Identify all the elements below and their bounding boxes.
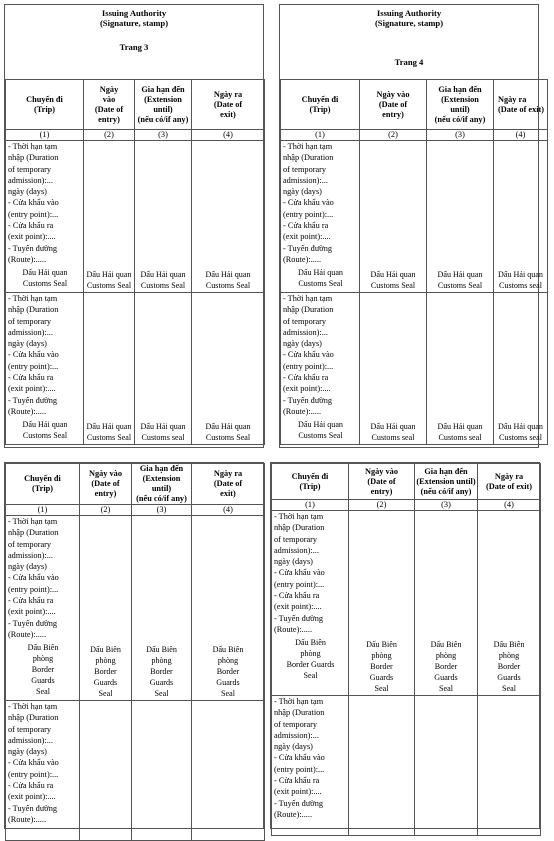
trip-details: - Thời hạn tạm nhập (Duration of temporary admission):... ngày (days) - Cửa khẩu vào (entry point):... - Cửa khẩu ra (exit point):.... - Tuyến đường (Route):..... Dấu Hải quan Customs Seal xyxy=(281,293,360,445)
column-number-row: (1) (2) (3) (4) xyxy=(6,505,265,516)
header-exit-date: Ngày ra (Date of exit) xyxy=(478,464,541,500)
customs-seal: Dấu Hải quan Customs Seal xyxy=(135,141,192,293)
page-4-panel xyxy=(279,4,545,448)
trip-row xyxy=(272,511,541,696)
authority-subtitle: (Signature, stamp) xyxy=(374,18,444,28)
header-extension: Gia hạn đến (Extension until) (nếu có/if any) xyxy=(415,464,478,500)
header-trip: Chuyến đi (Trip) xyxy=(6,80,84,130)
column-number-row: (1) (2) (3) (4) xyxy=(6,130,265,141)
authority-title: Issuing Authority xyxy=(101,8,167,18)
border-guards-seal: Dấu Biên phòng Border Guards Seal xyxy=(415,511,478,696)
header-trip: Chuyến đi (Trip) xyxy=(272,464,349,500)
trip-row xyxy=(6,516,265,701)
customs-seal: Dấu Hải quan Customs Seal xyxy=(427,141,494,293)
issuing-authority-box xyxy=(280,5,538,80)
trip-details: - Thời hạn tạm nhập (Duration of temporary admission):... ngày (days) - Cửa khẩu vào (entry point):... - Cửa khẩu ra (exit point):.... - Tuyến đường (Route):..... Dấu Hải quan Customs Seal xyxy=(6,141,84,293)
customs-seal: Dấu Hải quan Customs seal xyxy=(360,293,427,445)
header-entry-date: Ngày vào (Date of entry) xyxy=(80,464,132,505)
header-entry-date: Ngày vào (Date of entry) xyxy=(349,464,415,500)
customs-seal: Dấu Hải quan Customs Seal xyxy=(360,141,427,293)
header-extension: Gia hạn đến (Extension until) (nếu có/if any) xyxy=(135,80,192,130)
border-guards-seal: Dấu Biên phòng Border Guards Seal xyxy=(478,511,541,696)
page-3-panel xyxy=(4,4,264,448)
trip-details: - Thời hạn tạm nhập (Duration of temporary admission):... ngày (days) - Cửa khẩu vào (entry point):... - Cửa khẩu ra (exit point):.... - Tuyến đường (Route):..... xyxy=(6,701,80,841)
trip-row xyxy=(6,141,265,293)
trip-row xyxy=(281,141,548,293)
header-entry-date: Ngày vào (Date of entry) xyxy=(360,80,427,130)
border-guards-seal: Dấu Biên phòng Border Guards Seal xyxy=(27,643,59,697)
header-exit-date: Ngày ra (Date of exit) xyxy=(494,80,548,130)
trip-row xyxy=(272,696,541,836)
header-exit-date: Ngày ra (Date of exit) xyxy=(192,80,265,130)
border-guards-seal: Dấu Biên phòng Border Guards Seal xyxy=(192,516,265,701)
border-guards-seal: Dấu Biên phòng Border Guards Seal xyxy=(349,511,415,696)
trip-row xyxy=(6,701,265,841)
customs-seal: Dấu Hải quan Customs seal xyxy=(427,293,494,445)
page-number: Trang 3 xyxy=(119,42,149,52)
customs-seal: Dấu Hải quan Customs Seal xyxy=(298,268,343,289)
customs-seal: Dấu Hải quan Customs Seal xyxy=(22,268,68,289)
border-guards-panel-right xyxy=(270,462,540,829)
header-exit-date: Ngày ra (Date of exit) xyxy=(192,464,265,505)
header-entry-date: Ngày vào (Date of entry) xyxy=(84,80,135,130)
trip-row xyxy=(6,293,265,445)
customs-seal: Dấu Hải quan Customs seal xyxy=(494,141,548,293)
header-extension: Gia hạn đến (Extension until) (nếu có/if any) xyxy=(427,80,494,130)
trip-details: - Thời hạn tạm nhập (Duration of temporary admission):... ngày (days) - Cửa khẩu vào (entry point):... - Cửa khẩu ra (exit point):.... - Tuyến đường (Route):..... Dấu Hải quan Customs Seal xyxy=(281,141,360,293)
trip-details: - Thời hạn tạm nhập (Duration of temporary admission):... ngày (days) - Cửa khẩu vào (entry point):... - Cửa khẩu ra (exit point):.... - Tuyến đường (Route):..... Dấu Biên phòng Border Guards Seal xyxy=(6,516,80,701)
trip-details: - Thời hạn tạm nhập (Duration of temporary admission):... ngày (days) - Cửa khẩu vào (entry point):... - Cửa khẩu ra (exit point):.... - Tuyến đường (Route):..... Dấu Hải quan Customs Seal xyxy=(6,293,84,445)
customs-seal: Dấu Hải quan Customs Seal xyxy=(22,420,68,441)
border-guards-seal: Dấu Biên phòng Border Guards Seal xyxy=(132,516,192,701)
page-number: Trang 4 xyxy=(394,57,424,67)
trip-details: - Thời hạn tạm nhập (Duration of temporary admission):... ngày (days) - Cửa khẩu vào (entry point):... - Cửa khẩu ra (exit point):.... - Tuyến đường (Route):..... Dấu Biên phòng Border Guards Seal xyxy=(272,511,349,696)
column-number-row: (1) (2) (3) (4) xyxy=(272,500,541,511)
trip-details: - Thời hạn tạm nhập (Duration of temporary admission):... ngày (days) - Cửa khẩu vào (entry point):... - Cửa khẩu ra (exit point):.... - Tuyến đường (Route):..... xyxy=(272,696,349,836)
customs-seal: Dấu Hải quan Customs seal xyxy=(135,293,192,445)
customs-seal: Dấu Hải quan Customs Seal xyxy=(192,293,265,445)
customs-seal: Dấu Hải quan Customs Seal xyxy=(84,141,135,293)
customs-seal: Dấu Hải quan Customs seal xyxy=(494,293,548,445)
header-trip: Chuyến đi (Trip) xyxy=(6,464,80,505)
border-guards-seal: Dấu Biên phòng Border Guards Seal xyxy=(286,638,335,681)
trip-table xyxy=(271,463,541,836)
trip-row xyxy=(281,293,548,445)
issuing-authority-box xyxy=(5,5,263,80)
trip-table xyxy=(5,79,265,445)
customs-seal: Dấu Hải quan Customs Seal xyxy=(192,141,265,293)
authority-subtitle: (Signature, stamp) xyxy=(99,18,169,28)
customs-seal: Dấu Hải quan Customs Seal xyxy=(298,420,343,441)
trip-table xyxy=(5,463,265,841)
header-extension: Gia hạn đến (Extension until) (nếu có/if any) xyxy=(132,464,192,505)
customs-seal: Dấu Hải quan Customs Seal xyxy=(84,293,135,445)
authority-title: Issuing Authority xyxy=(376,8,442,18)
border-guards-panel-left xyxy=(4,462,264,829)
header-trip: Chuyến đi (Trip) xyxy=(281,80,360,130)
border-guards-seal: Dấu Biên phòng Border Guards Seal xyxy=(80,516,132,701)
column-number-row: (1) (2) (3) (4) xyxy=(281,130,548,141)
trip-table xyxy=(280,79,548,445)
